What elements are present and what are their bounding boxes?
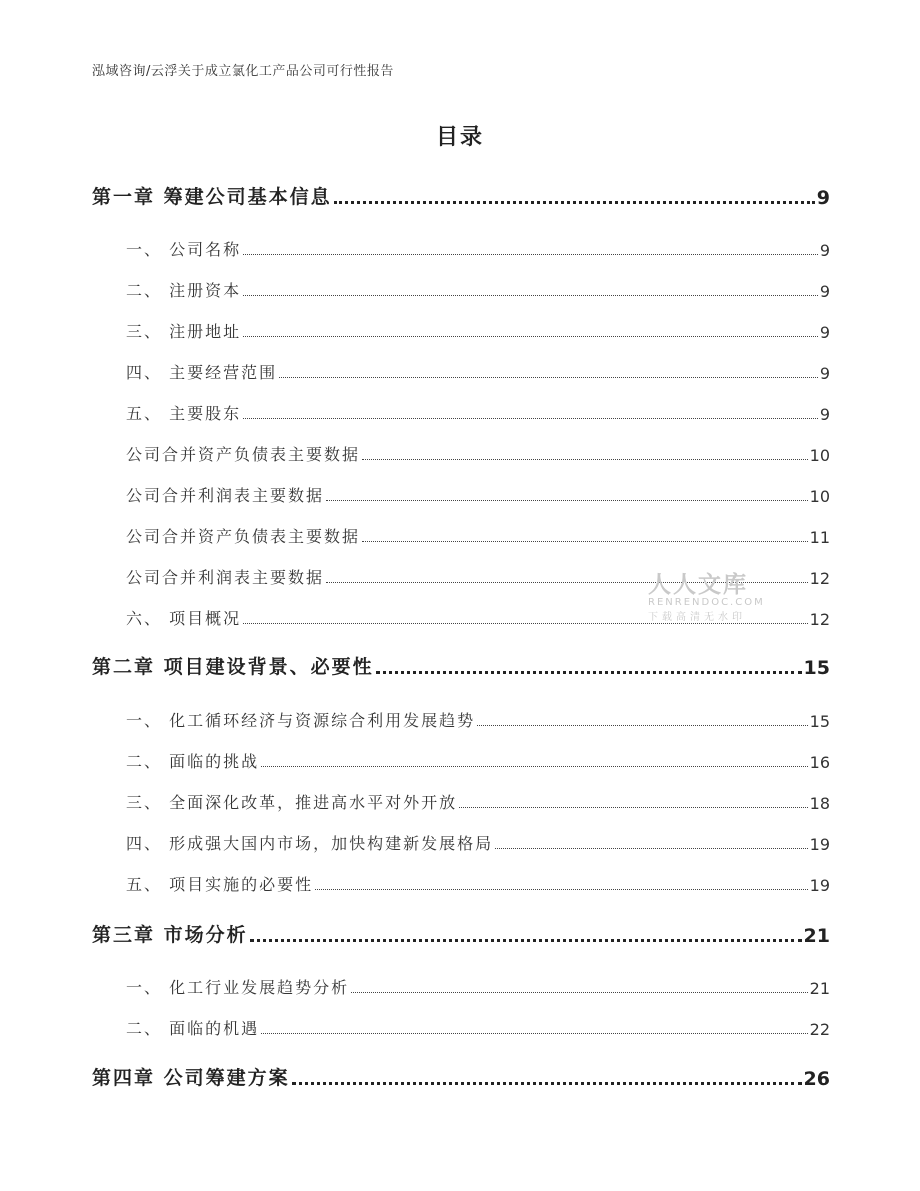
toc-entry-label: 一、 化工循环经济与资源综合利用发展趋势 — [126, 711, 476, 730]
toc-entry-label: 第一章 筹建公司基本信息 — [92, 186, 332, 208]
toc-section-entry[interactable] — [126, 562, 830, 588]
toc-dot-leader — [495, 848, 808, 849]
toc-chapter-entry[interactable] — [92, 653, 830, 679]
toc-page-number: 15 — [803, 657, 830, 679]
toc-section-entry[interactable] — [126, 275, 830, 301]
toc-entry-label: 四、 主要经营范围 — [126, 363, 278, 382]
toc-section-entry[interactable] — [126, 521, 830, 547]
toc-dot-leader — [261, 766, 808, 767]
toc-chapter-entry[interactable] — [92, 183, 830, 209]
toc-entry-label: 一、 化工行业发展趋势分析 — [126, 978, 350, 997]
running-header: 泓域咨询/云浮关于成立氯化工产品公司可行性报告 — [92, 64, 394, 79]
toc-section-entry[interactable] — [126, 357, 830, 383]
toc-entry-label: 四、 形成强大国内市场，加快构建新发展格局 — [126, 834, 494, 853]
toc-page-number: 19 — [809, 876, 830, 895]
toc-page-number: 9 — [819, 241, 830, 260]
toc-dot-leader — [250, 939, 802, 942]
toc-section-entry[interactable] — [126, 316, 830, 342]
toc-entry-label: 公司合并资产负债表主要数据 — [126, 527, 361, 546]
page-title: 目录 — [435, 125, 484, 150]
toc-page-number: 9 — [816, 187, 830, 209]
toc-entry-label: 六、 项目概况 — [126, 609, 242, 628]
toc-entry-label: 公司合并利润表主要数据 — [126, 568, 325, 587]
toc-page-number: 16 — [809, 753, 830, 772]
toc-dot-leader — [243, 295, 818, 296]
toc-section-entry[interactable] — [126, 234, 830, 260]
toc-page-number: 9 — [819, 323, 830, 342]
toc-dot-leader — [315, 889, 808, 890]
toc-entry-label: 二、 面临的挑战 — [126, 752, 260, 771]
toc-dot-leader — [243, 336, 818, 337]
toc-page-number: 9 — [819, 282, 830, 301]
toc-page-number: 21 — [809, 979, 830, 998]
toc-dot-leader — [279, 377, 818, 378]
toc-section-entry[interactable] — [126, 398, 830, 424]
toc-entry-label: 三、 全面深化改革，推进高水平对外开放 — [126, 793, 458, 812]
toc-page-number: 10 — [809, 446, 830, 465]
toc-section-entry[interactable] — [126, 439, 830, 465]
toc-entry-label: 第四章 公司筹建方案 — [92, 1067, 290, 1089]
toc-dot-leader — [362, 541, 808, 542]
toc-dot-leader — [376, 671, 802, 674]
toc-section-entry[interactable] — [126, 603, 830, 629]
toc-entry-label: 五、 主要股东 — [126, 404, 242, 423]
toc-page-number: 11 — [809, 528, 830, 547]
toc-page-number: 12 — [809, 569, 830, 588]
toc-page-number: 12 — [809, 610, 830, 629]
toc-dot-leader — [459, 807, 808, 808]
toc-section-entry[interactable] — [126, 869, 830, 895]
toc-section-entry[interactable] — [126, 1013, 830, 1039]
toc-page-number: 22 — [809, 1020, 830, 1039]
toc-entry-label: 二、 注册资本 — [126, 281, 242, 300]
toc-entry-label: 三、 注册地址 — [126, 322, 242, 341]
toc-page-number: 15 — [809, 712, 830, 731]
toc-dot-leader — [243, 623, 808, 624]
toc-dot-leader — [334, 201, 815, 204]
toc-dot-leader — [362, 459, 808, 460]
toc-entry-label: 第三章 市场分析 — [92, 924, 248, 946]
toc-dot-leader — [326, 500, 808, 501]
toc-page-number: 9 — [819, 364, 830, 383]
toc-section-entry[interactable] — [126, 828, 830, 854]
toc-dot-leader — [326, 582, 808, 583]
watermark-logo-text: 人人文库 — [648, 572, 748, 598]
watermark-subtitle: 下载高清无水印 — [648, 612, 746, 623]
toc-page-number: 21 — [803, 925, 830, 947]
toc-section-entry[interactable] — [126, 787, 830, 813]
toc-page-number: 19 — [809, 835, 830, 854]
toc-page-number: 26 — [803, 1068, 830, 1090]
toc-entry-label: 五、 项目实施的必要性 — [126, 875, 314, 894]
toc-chapter-entry[interactable] — [92, 921, 830, 947]
toc-dot-leader — [243, 254, 818, 255]
toc-section-entry[interactable] — [126, 705, 830, 731]
toc-section-entry[interactable] — [126, 480, 830, 506]
watermark-url: RENRENDOC.COM — [648, 597, 765, 608]
toc-page-number: 10 — [809, 487, 830, 506]
toc-entry-label: 二、 面临的机遇 — [126, 1019, 260, 1038]
toc-section-entry[interactable] — [126, 746, 830, 772]
toc-page-number: 18 — [809, 794, 830, 813]
toc-entry-label: 一、 公司名称 — [126, 240, 242, 259]
toc-page-number: 9 — [819, 405, 830, 424]
toc-chapter-entry[interactable] — [92, 1064, 830, 1090]
toc-dot-leader — [477, 725, 808, 726]
toc-dot-leader — [351, 992, 808, 993]
toc-dot-leader — [243, 418, 818, 419]
toc-entry-label: 公司合并资产负债表主要数据 — [126, 445, 361, 464]
toc-dot-leader — [292, 1082, 802, 1085]
toc-entry-label: 第二章 项目建设背景、必要性 — [92, 656, 374, 678]
toc-section-entry[interactable] — [126, 972, 830, 998]
toc-dot-leader — [261, 1033, 808, 1034]
toc-entry-label: 公司合并利润表主要数据 — [126, 486, 325, 505]
